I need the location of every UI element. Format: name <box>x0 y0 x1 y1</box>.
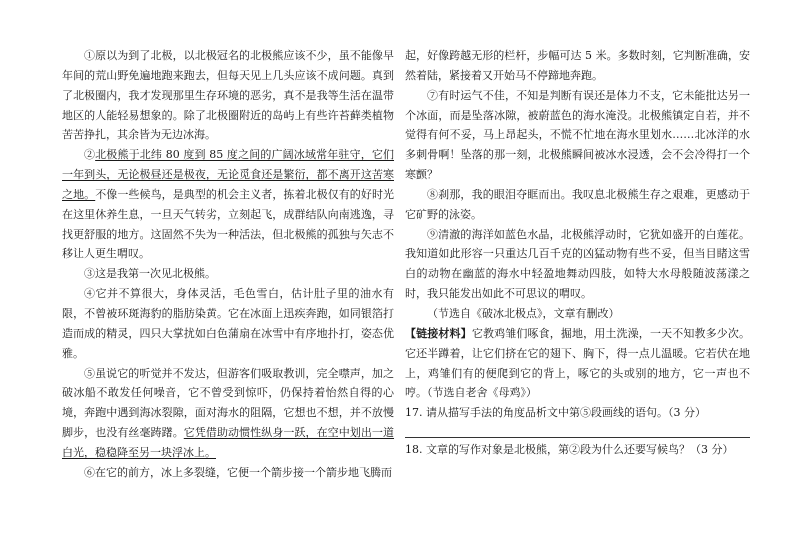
paragraph-4: ④它并不算很大，身体灵活，毛色雪白，估计肚子里的油水有限，不曾被环斑海豹的脂肪染黄。它在冰面上迅疾奔跑，如同银箔打造而成的精灵，四只大掌扰如白色蒲扇在冰雪中有序地扑打，姿态优雅。 <box>62 287 394 360</box>
paragraph-5-underlined-sentence: 它凭借助动惯性纵身一跃，在空中划出一道白光，稳稳降至另一块浮冰上。 <box>62 426 395 459</box>
paragraph-6: ⑥在它的前方，冰上多裂缝，它便一个箭步接一个箭步地飞腾而 <box>84 465 392 479</box>
question-18: 18. 文章的写作对象是北极熊，第②段为什么还要写候鸟？（3 分） <box>405 443 734 457</box>
source-note: （节选自《破冰北极点》，文章有删改） <box>427 306 620 320</box>
paragraph-1: ①原以为到了北极，以北极冠名的北极熊应该不少，虽不能像早年间的荒山野免遍地跑来跑去，但每天见上几头应该不成问题。真到了北极圈内，我才发现那里生存环境的恶劣，真不是我等生活在温带地区的人能轻易想象的。除了北极圈附近的岛屿上有些许苔藓类植物苦苦挣扎，其余皆为无边冰海。 <box>62 49 394 142</box>
left-column <box>62 46 394 483</box>
paragraph-2 <box>62 145 394 264</box>
paragraph-8: ⑧刹那，我的眼泪夺眶而出。我叹息北极熊生存之艰难，更感动于它矿野的泳姿。 <box>405 187 750 221</box>
paragraph-5 <box>62 364 394 463</box>
link-material-text: 它教鸡雏们啄食，掘地，用土洗澡，一天不知教多少次。它还半蹲着，让它们挤在它的翅下、胸下，得一点儿温暖。它若伏在地上，鸡雏们有的便爬到它的背上，啄它的头或别的地方，它一声也不哼。（节选自老舍《母鸡》） <box>405 326 751 400</box>
paragraph-5-text: ⑤虽说它的听觉并不发达，但游客们吸取教训，完全噤声，加之破冰船不敢发任何噪音，它不曾受到惊吓，仍保持着怡然自得的心境，奔跑中遇到海冰裂隙，面对海水的阻隔，它想也不想，并不放慢脚步，也没有丝毫踌躇。 <box>62 366 394 440</box>
question-17: 17. 请从描写手法的角度品析文中第⑤段画线的语句。（3 分） <box>405 406 706 420</box>
link-material-label: 【链接材料】 <box>405 326 472 340</box>
paragraph-3: ③这是我第一次见北极熊。 <box>84 267 216 281</box>
link-material <box>405 324 750 403</box>
paragraph-6-continued: 起，好像跨越无形的栏杆，步幅可达 5 米。多数时刻，它判断准确，安然着陆，紧接着又开始马不停蹄地奔跑。 <box>405 49 750 82</box>
paragraph-2-rest: 不像一些候鸟，是典型的机会主义者，拣着北极仅有的好时光在这里休养生息，一旦天气转劣，立刻起飞，成群结队向南逃逸，寻找更舒服的地方。这固然不失为一种活法，但北极熊的孤独与矢志不移让人更生喟叹。 <box>62 187 395 261</box>
answer-line <box>405 437 750 438</box>
paragraph-2-underlined-sentence: 北极熊于北纬 80 度到 85 度之间的广阔冰域常年驻守，它们一年到头，无论极昼还是极夜，无论觅食还是繁衍，都不离开这苦寒之地。 <box>62 148 395 201</box>
paragraph-2-number: ② <box>84 148 96 162</box>
paragraph-7: ⑦有时运气不佳，不知是判断有误还是体力不支，它未能批达另一个冰面，而是坠落冰隙，被蔚蓝色的海水淹没。北极熊镇定自若，并不觉得有何不妥，马上昂起头，不慌不忙地在海水里划水……北冰洋的水多刺骨啊！坠落的那一刻，北极熊瞬间被冰水浸透，会不会冷得打一个寒颤？ <box>405 88 750 182</box>
paragraph-9: ⑨清澈的海洋如蓝色水晶，北极熊浮动时，它犹如盛开的白莲花。我知道如此形容一只重达几百千克的凶猛动物有些不妥，但当目睹这雪白的动物在幽蓝的海水中轻盈地舞动四肢，如特大水母般随波荡漾之时，我只能发出如此不可思议的喟叹。 <box>405 227 750 301</box>
right-column <box>405 46 750 460</box>
